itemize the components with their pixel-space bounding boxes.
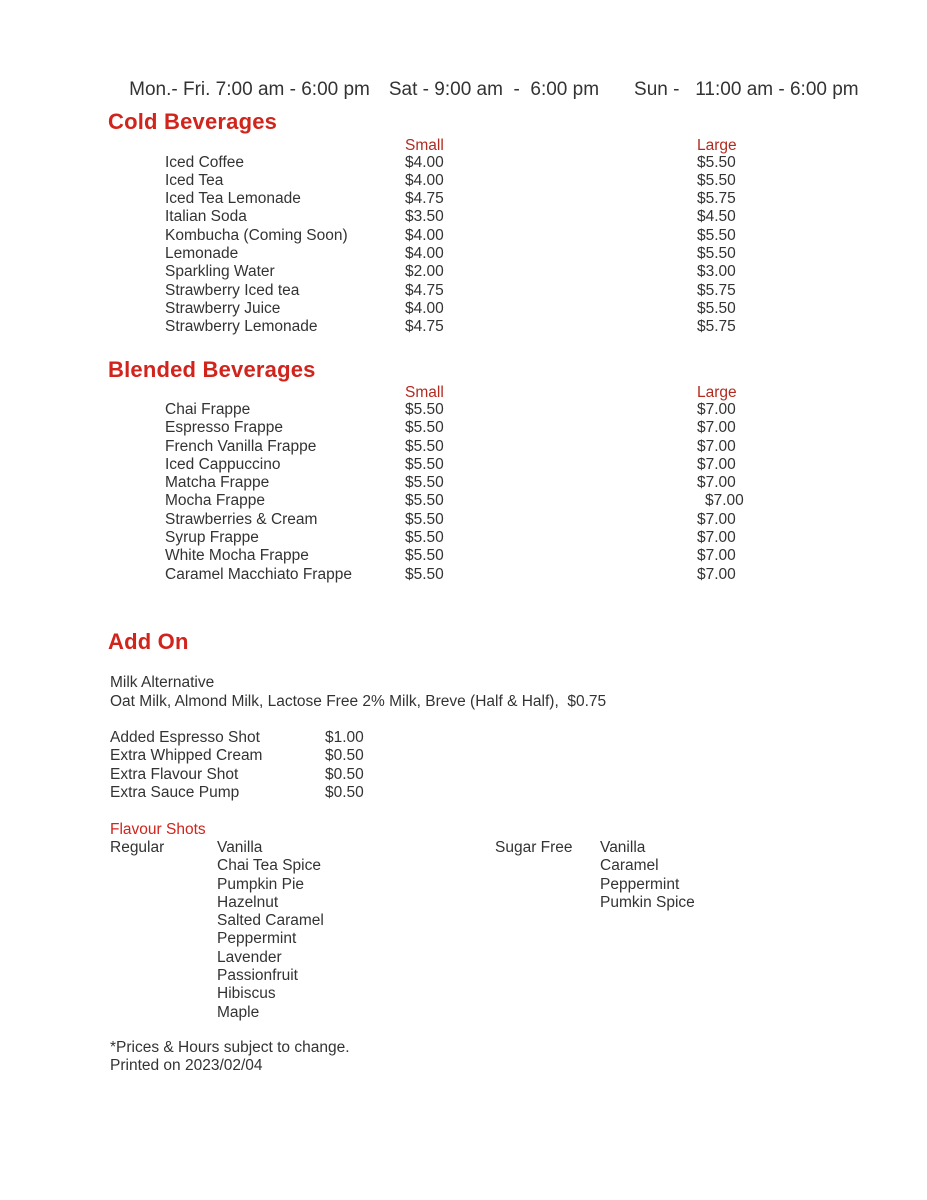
section-title-blended-beverages: Blended Beverages — [108, 357, 316, 382]
item-name: Iced Cappuccino — [165, 455, 281, 473]
table-row — [0, 154, 927, 172]
item-price-large: $7.00 — [697, 547, 736, 565]
item-price-large: $5.50 — [697, 171, 736, 189]
item-price-small: $4.00 — [405, 153, 444, 171]
table-row — [0, 784, 927, 802]
item-name: Mocha Frappe — [165, 492, 265, 510]
item-price-large: $7.00 — [705, 492, 744, 510]
item-name: Strawberry Iced tea — [165, 281, 300, 299]
item-price-large: $7.00 — [697, 419, 736, 437]
item-name: Strawberry Juice — [165, 299, 281, 317]
item-price-large: $3.00 — [697, 263, 736, 281]
table-row — [0, 282, 927, 300]
hours-sun: Sun - 11:00 am - 6:00 pm — [634, 79, 859, 100]
table-row — [0, 419, 927, 437]
table-row — [0, 263, 927, 281]
table-row — [0, 747, 927, 765]
item-price: $1.00 — [325, 729, 364, 746]
flavour-item: Chai Tea Spice — [217, 857, 321, 875]
table-row — [0, 474, 927, 492]
flavour-item: Vanilla — [600, 839, 646, 856]
footer-note: *Prices & Hours subject to change. — [110, 1039, 350, 1056]
item-price: $0.50 — [325, 783, 364, 801]
table-row — [0, 190, 927, 208]
hours-sat: Sat - 9:00 am - 6:00 pm — [388, 79, 600, 100]
table-row — [0, 300, 927, 318]
item-price-large: $7.00 — [697, 437, 736, 455]
item-price-small: $5.50 — [405, 529, 444, 547]
item-price-large: $5.75 — [697, 190, 736, 208]
item-name: Strawberry Lemonade — [165, 318, 318, 336]
item-price-large: $7.00 — [697, 474, 736, 492]
item-price-large: $4.50 — [697, 208, 736, 226]
table-row — [0, 547, 927, 565]
item-name: Italian Soda — [165, 208, 247, 226]
table-row — [0, 208, 927, 226]
table-row — [0, 172, 927, 190]
item-price-large: $7.00 — [697, 565, 736, 583]
item-price-large: $5.50 — [697, 153, 736, 171]
blended-column-headers — [0, 384, 927, 402]
table-row — [0, 566, 927, 584]
item-price-large: $7.00 — [697, 455, 736, 473]
flavour-item: Salted Caramel — [217, 912, 324, 930]
flavour-regular-label: Regular — [110, 839, 165, 856]
item-name: Kombucha (Coming Soon) — [165, 226, 348, 244]
table-row — [0, 438, 927, 456]
item-price: $0.50 — [325, 747, 364, 765]
column-header-large: Large — [697, 137, 737, 154]
item-name: Strawberries & Cream — [165, 510, 318, 528]
flavour-item: Pumkin Spice — [600, 893, 695, 911]
item-price-large: $7.00 — [697, 510, 736, 528]
flavour-item: Maple — [217, 1003, 260, 1021]
flavour-item: Passionfruit — [217, 967, 298, 985]
flavour-item: Caramel — [600, 857, 659, 875]
item-name: Extra Flavour Shot — [110, 765, 239, 783]
item-name: Iced Tea — [165, 171, 224, 189]
item-price-large: $7.00 — [697, 401, 736, 418]
item-price-small: $4.00 — [405, 226, 444, 244]
item-price-small: $5.50 — [405, 474, 444, 492]
cold-column-headers — [0, 137, 927, 155]
item-price-small: $4.75 — [405, 318, 444, 336]
flavour-item: Lavender — [217, 948, 282, 966]
item-name: Iced Coffee — [165, 153, 244, 171]
flavour-sugar-free-label: Sugar Free — [495, 839, 573, 856]
column-header-small: Small — [405, 384, 444, 401]
item-price-small: $5.50 — [405, 547, 444, 565]
footer-printed-date: Printed on 2023/02/04 — [110, 1057, 263, 1074]
flavour-shots-title: Flavour Shots — [110, 821, 206, 838]
item-name: Added Espresso Shot — [110, 729, 260, 746]
milk-alternative-detail: Oat Milk, Almond Milk, Lactose Free 2% Milk, Breve (Half & Half), $0.75 — [110, 692, 607, 710]
item-price-small: $4.75 — [405, 190, 444, 208]
item-name: Matcha Frappe — [165, 474, 270, 492]
table-row — [0, 401, 927, 419]
flavour-item: Hazelnut — [217, 893, 279, 911]
table-row — [0, 318, 927, 336]
flavour-item: Vanilla — [217, 839, 263, 856]
item-name: White Mocha Frappe — [165, 547, 309, 565]
item-price-small: $5.50 — [405, 510, 444, 528]
item-price-small: $5.50 — [405, 419, 444, 437]
table-row — [0, 456, 927, 474]
section-title-add-on: Add On — [108, 629, 189, 654]
milk-alternative-label: Milk Alternative — [110, 674, 215, 691]
item-price-large: $5.50 — [697, 226, 736, 244]
table-row — [0, 511, 927, 529]
item-price-small: $5.50 — [405, 492, 444, 510]
table-row — [0, 766, 927, 784]
item-price-small: $2.00 — [405, 263, 444, 281]
section-title-cold-beverages: Cold Beverages — [108, 109, 278, 134]
column-header-small: Small — [405, 137, 444, 154]
column-header-large: Large — [697, 384, 737, 401]
table-row — [0, 529, 927, 547]
hours-mon-fri: Mon.- Fri. 7:00 am - 6:00 pm — [129, 79, 370, 100]
item-price-small: $3.50 — [405, 208, 444, 226]
flavour-item: Peppermint — [217, 930, 297, 948]
flavour-item: Pumpkin Pie — [217, 875, 305, 893]
item-name: Iced Tea Lemonade — [165, 190, 301, 208]
item-price-small: $4.00 — [405, 244, 444, 262]
item-name: Syrup Frappe — [165, 529, 259, 547]
flavour-item: Hibiscus — [217, 985, 276, 1003]
item-name: Caramel Macchiato Frappe — [165, 565, 352, 583]
item-name: Espresso Frappe — [165, 419, 284, 437]
table-row — [0, 729, 927, 747]
item-price-large: $5.50 — [697, 299, 736, 317]
item-name: Sparkling Water — [165, 263, 275, 281]
item-price-small: $5.50 — [405, 437, 444, 455]
item-price-small: $5.50 — [405, 565, 444, 583]
flavour-sugar-free-list — [600, 839, 695, 912]
add-on-table — [0, 729, 927, 802]
table-row — [0, 227, 927, 245]
cold-beverages-table — [0, 154, 927, 337]
item-price-small: $5.50 — [405, 455, 444, 473]
item-name: French Vanilla Frappe — [165, 437, 317, 455]
item-price-small: $4.75 — [405, 281, 444, 299]
item-price-small: $5.50 — [405, 401, 444, 418]
item-price: $0.50 — [325, 765, 364, 783]
item-name: Extra Whipped Cream — [110, 747, 263, 765]
item-price-large: $5.75 — [697, 318, 736, 336]
table-row — [0, 245, 927, 263]
item-price-small: $4.00 — [405, 171, 444, 189]
table-row — [0, 492, 927, 510]
item-price-small: $4.00 — [405, 299, 444, 317]
item-name: Chai Frappe — [165, 401, 251, 418]
item-name: Extra Sauce Pump — [110, 783, 240, 801]
item-price-large: $5.50 — [697, 244, 736, 262]
blended-beverages-table — [0, 401, 927, 584]
item-price-large: $5.75 — [697, 281, 736, 299]
item-price-large: $7.00 — [697, 529, 736, 547]
item-name: Lemonade — [165, 244, 239, 262]
flavour-item: Peppermint — [600, 875, 680, 893]
flavour-regular-list — [217, 839, 324, 1022]
